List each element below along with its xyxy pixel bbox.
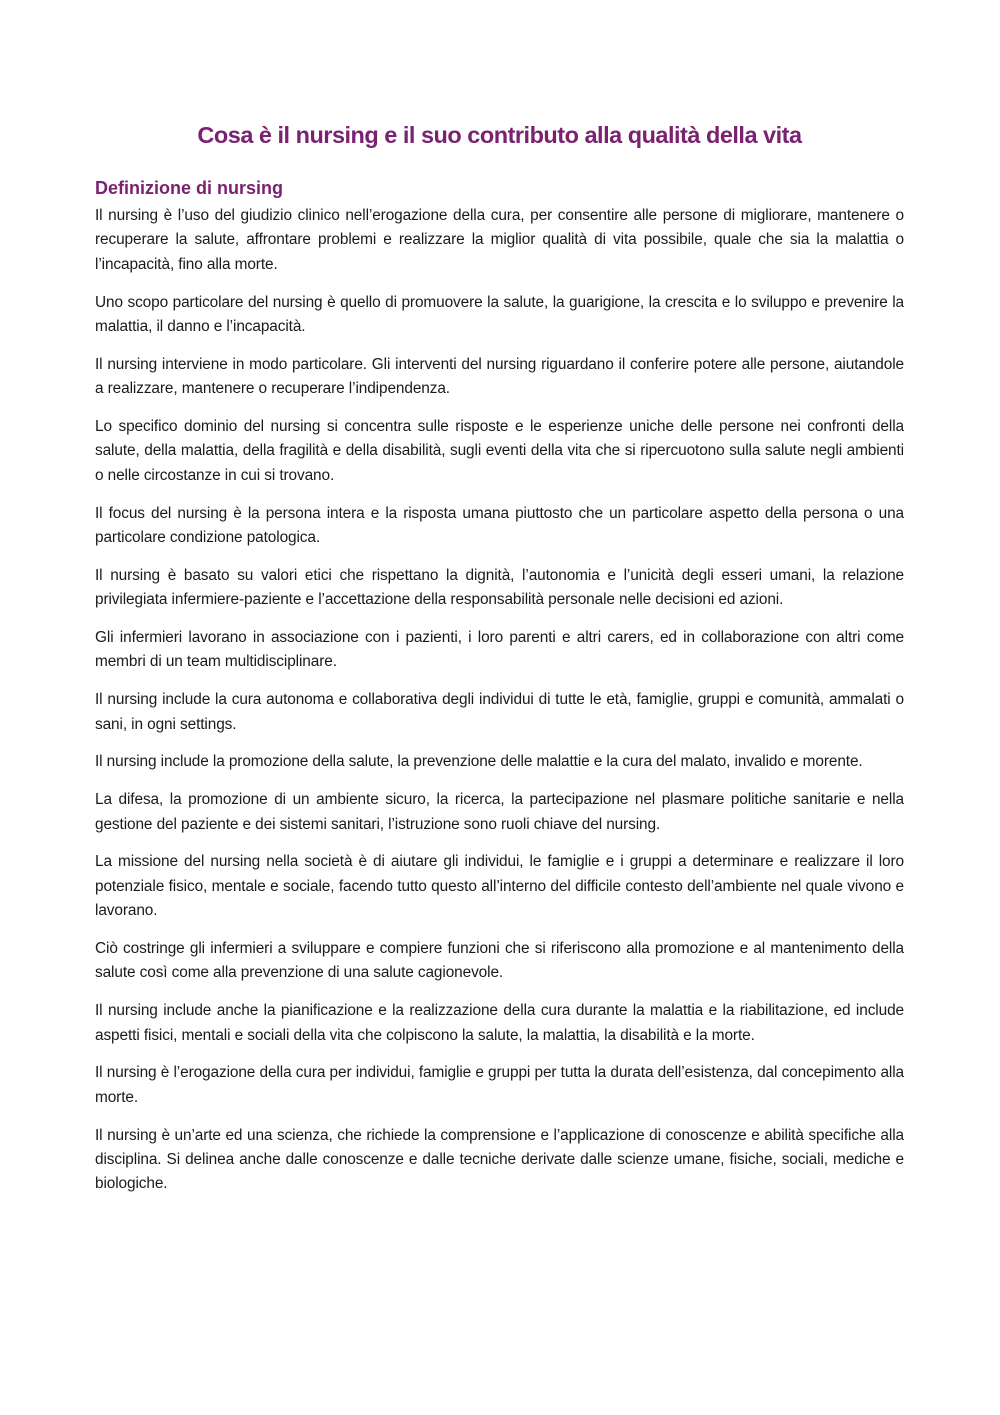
section-heading: Definizione di nursing bbox=[95, 178, 283, 198]
paragraph: Il nursing è basato su valori etici che rispettano la dignità, l’autonomia e l’unicità degli esseri umani, la relazione privilegiata infermiere-paziente e l’accettazione della responsabilità personale nelle decisioni ed azioni. bbox=[95, 566, 904, 609]
paragraph: Il nursing è l’uso del giudizio clinico nell’erogazione della cura, per consentire alle persone di migliorare, mantenere o recuperare la salute, affrontare problemi e realizzare la miglior qualità di vita possibile, quale che sia la malattia o l’incapacità, fino alla morte. bbox=[95, 207, 904, 273]
paragraph: Il nursing è l’erogazione della cura per individui, famiglie e gruppi per tutta la durata dell’esistenza, dal concepimento alla morte. bbox=[95, 1064, 904, 1106]
paragraph: Il nursing include la cura autonoma e collaborativa degli individui di tutte le età, famiglie, gruppi e comunità, ammalati o sani, in ogni settings. bbox=[95, 691, 904, 733]
paragraph: Il nursing include anche la pianificazione e la realizzazione della cura durante la malattia e la riabilitazione, ed include aspetti fisici, mentali e sociali della vita che colpiscono la salute, la malattia, la disabilità e la morte. bbox=[95, 1002, 904, 1044]
paragraph: Il nursing è un’arte ed una scienza, che richiede la comprensione e l’applicazione di conoscenze e abilità specifiche alla disciplina. Si delinea anche dalle conoscenze e dalle tecniche derivate dalle scienze umane, fisiche, sociali, mediche e biologiche. bbox=[95, 1126, 904, 1193]
paragraph: Il nursing interviene in modo particolare. Gli interventi del nursing riguardano il conferire potere alle persone, aiutandole a realizzare, mantenere o recuperare l’indipendenza. bbox=[95, 355, 904, 398]
paragraph: Il nursing include la promozione della salute, la prevenzione delle malattie e la cura del malato, invalido e morente. bbox=[95, 753, 863, 771]
document-page bbox=[95, 118, 904, 1210]
document-title: Cosa è il nursing e il suo contributo alla qualità della vita bbox=[197, 122, 802, 148]
paragraph: Uno scopo particolare del nursing è quello di promuovere la salute, la guarigione, la crescita e lo sviluppo e prevenire la malattia, il danno e l’incapacità. bbox=[95, 293, 904, 336]
paragraph: Il focus del nursing è la persona intera e la risposta umana piuttosto che un particolare aspetto della persona o una particolare condizione patologica. bbox=[95, 504, 904, 547]
paragraph: Ciò costringe gli infermieri a sviluppare e compiere funzioni che si riferiscono alla promozione e al mantenimento della salute così come alla prevenzione di una salute cagionevole. bbox=[95, 940, 904, 982]
paragraph: Gli infermieri lavorano in associazione con i pazienti, i loro parenti e altri carers, ed in collaborazione con altri come membri di un team multidisciplinare. bbox=[95, 629, 904, 671]
paragraph: La missione del nursing nella società è di aiutare gli individui, le famiglie e i gruppi a determinare e realizzare il loro potenziale fisico, mentale e sociale, facendo tutto questo all’interno del difficile contesto dell’ambiente nel quale vivono e lavorano. bbox=[95, 853, 904, 920]
paragraph: Lo specifico dominio del nursing si concentra sulle risposte e le esperienze uniche delle persone nei confronti della salute, della malattia, della fragilità e della disabilità, sugli eventi della vita che si ripercuotono sulla salute negli ambienti o nelle circostanze in cui si trovano. bbox=[95, 418, 904, 484]
paragraph: La difesa, la promozione di un ambiente sicuro, la ricerca, la partecipazione nel plasmare politiche sanitarie e nella gestione del paziente e dei sistemi sanitari, l’istruzione sono ruoli chiave del nursing. bbox=[95, 791, 904, 833]
